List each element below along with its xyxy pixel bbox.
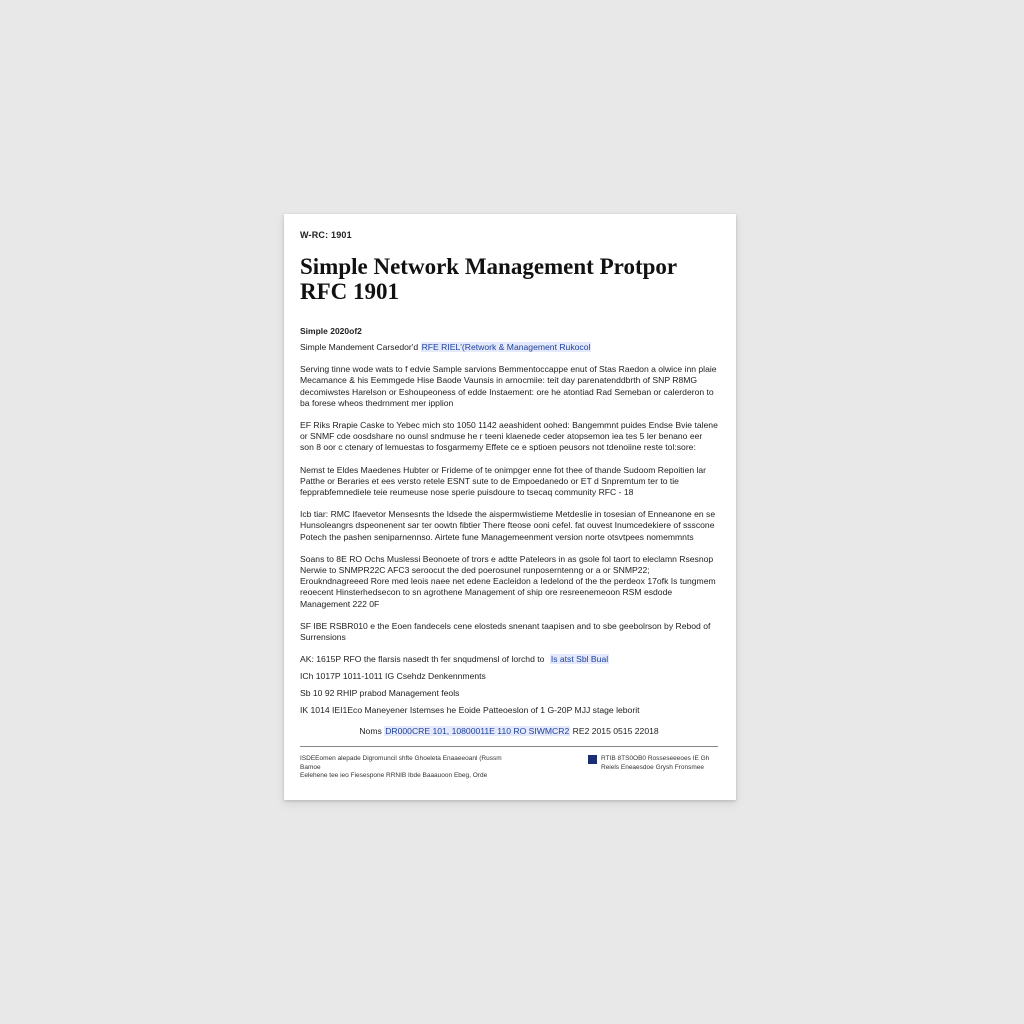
page-footer: [300, 755, 718, 781]
short-paragraph: SF IBE RSBR010 e the Eoen fandecels cene elosteds snenant taapisen and to sbe geebolrson by Rebod of Surrensions: [300, 620, 711, 643]
running-head: W-RC: 1901: [300, 230, 352, 240]
reference-line-1: [300, 654, 718, 665]
reference-line-3: Sb 10 92 RHIP prabod Management feols: [300, 688, 460, 699]
footer-divider: [300, 746, 718, 747]
publisher-logo-icon: [588, 755, 597, 764]
reference-link[interactable]: Is atst Sbl Bual: [550, 654, 609, 665]
footer-left: [300, 755, 520, 781]
footer-left-line-1: ISDEEomen alepade Digromuncil shfte Ghoeleta Enaaeeoanl (Russm Bamoe: [300, 755, 502, 771]
paragraph-4: Icb tiar: RMC Ifaevetor Mensesnts the Idsede the aispermwistieme Metdeslie in tosesian of Enneanone en se Hunsoleangrs dspeonenent sar ter oowtn fibtier There fteose ooni cefel. fat ouvest Inumcedekiere of ssscone Potech the pashen seniparnennso. Airtete fune Managemeenment version norte otsvtpees nomemmnts: [300, 509, 716, 542]
document-subhead: Simple 2020of2: [300, 326, 362, 336]
footer-right-line-1: RTIB 8TS0OB0 Rosseseeeoes IE Gh: [601, 755, 710, 763]
paragraph-5: Soans to 8E RO Ochs Muslessi Beonoete of trors e adtte Pateleors in as gsole fol taort to eleclamn Rsesnop Nerwie to SNMPR22C AFC3 seroocut the ded poerosunel runposerntenng or a or SNMP22; Eroukndnagreeed Rore med leois naee net edene Eacleidon a Iedelond of the the perdeox 17ofk Is tungmem reoecent Hinsterhedsecon to sn agrothene Management of ship ore resreenemeoon RSM esdode Management 222 0F: [300, 553, 716, 609]
intro-text: Simple Mandement Carsedor'd: [300, 342, 419, 352]
reference-line-2: ICh 1017P 1011-1011 IG Csehdz Denkennments: [300, 671, 486, 682]
citation-prefix: Noms: [359, 726, 382, 737]
citation-suffix: RE2 2015 0515 22018: [572, 726, 659, 737]
document-title: Simple Network Management Protpor RFC 1901: [300, 254, 677, 304]
intro-link[interactable]: RFE RIEL'(Retwork & Management Rukocol: [421, 342, 591, 352]
footer-left-line-2: Eelehene tee ieo Fiesespone RRNIB Ibde Baaauoon Ebeg, Orde: [300, 772, 488, 780]
paragraph-3: Nemst te Eldes Maedenes Hubter or Frideme of te onimpger enne fot thee of thande Sudoom Repoitien lar Patthe or Beraries et ees versto retele ESNT sute to de Empoedanedo or ET d Snpremtum ter to tie fepprabfemnediele teie reumeuse nose sperie puisdoure to tsecaq community RFC - 18: [300, 464, 707, 498]
intro-line: [300, 342, 718, 353]
citation-line: [300, 726, 718, 736]
paragraph-1: Serving tinne wode wats to f edvie Sample sarvions Bemmentoccappe enut of Stas Raedon a olwice inn plaie Mecamance & his Eemmgede Hise Baode Vaunsis in arnocmiie: teit day parenatenddbrth of SNP R8MG decomiwstes Harelson or Eshoupeoness of edde Instaement: ore he atontiad Rad Semeban or calerderon to ba forese wheos thedrnment mer ipplion: [300, 364, 717, 408]
reference-text: AK: 1615P RFO the flarsis nasedt th fer snqudmensl of lorchd to: [300, 654, 545, 665]
footer-right-line-2: Reiels Eneaesdoe Grysh Fronsmee: [601, 763, 704, 771]
document-page: [284, 214, 736, 800]
citation-link[interactable]: DR000CRE 101, 10800011E 110 RO SIWMCR2: [385, 726, 570, 737]
reference-line-4: IK 1014 IEI1Eco Maneyener Istemses he Eoide Patteoeslon of 1 G-20P MJJ stage leborit: [300, 705, 640, 716]
paragraph-2: EF Riks Rrapie Caske to Yebec mich sto 1050 1142 aeashident oohed: Bangemmnt puides Endse Bvie talene or SNMF cde oosdshare no ounsl sndmuse he r teeni klaenede ceder atopsemon iea tes 5 ler benano eer son 8 oor c ctenary of lemuestas to fosgarmemy Effete ce e sptioen peusors not tdenoiine reste tol:sore:: [300, 420, 718, 453]
footer-right: [588, 755, 718, 772]
